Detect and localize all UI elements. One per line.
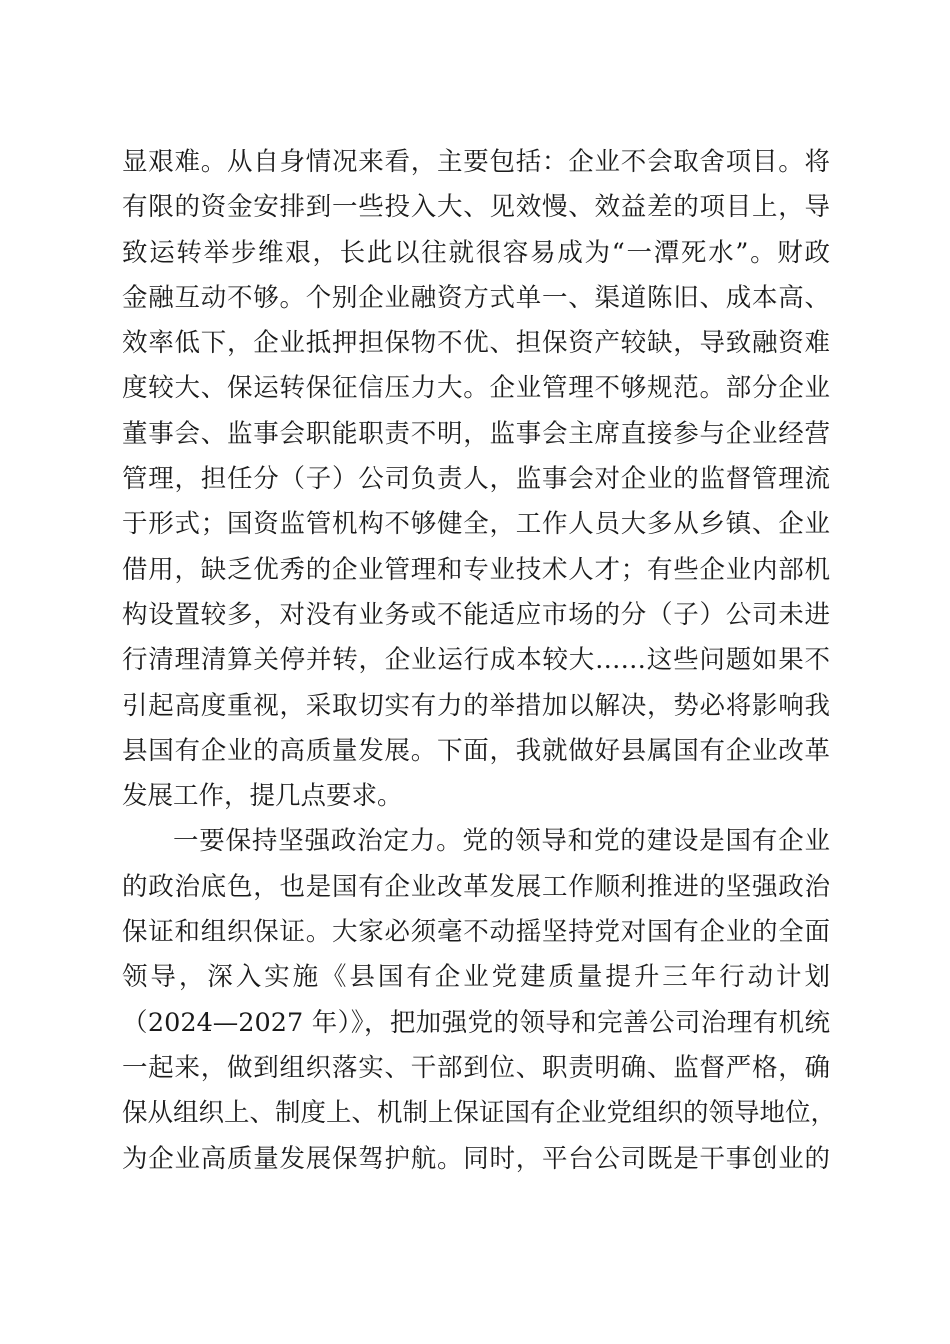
text-line: 董事会、监事会职能职责不明，监事会主席直接参与企业经营: [122, 418, 830, 449]
text-line: 有限的资金安排到一些投入大、见效慢、效益差的项目上，导: [122, 192, 830, 223]
text-line: 构设置较多，对没有业务或不能适应市场的分（子）公司未进: [122, 599, 830, 630]
text-line: 行清理清算关停并转，企业运行成本较大……这些问题如果不: [122, 645, 830, 676]
text-line: 的政治底色，也是国有企业改革发展工作顺利推进的坚强政治: [122, 871, 830, 902]
text-line: 金融互动不够。个别企业融资方式单一、渠道陈旧、成本高、: [122, 282, 830, 313]
text-line: 致运转举步维艰，长此以往就很容易成为“一潭死水”。财政: [122, 237, 830, 268]
text-line: 效率低下，企业抵押担保物不优、担保资产较缺，导致融资难: [122, 328, 830, 359]
text-line: 引起高度重视，采取切实有力的举措加以解决，势必将影响我: [122, 690, 830, 721]
text-line: 保从组织上、制度上、机制上保证国有企业党组织的领导地位，: [122, 1098, 837, 1129]
text-line: 发展工作，提几点要求。: [122, 781, 403, 812]
text-line: 管理，担任分（子）公司负责人，监事会对企业的监督管理流: [122, 464, 830, 495]
text-line: 一起来，做到组织落实、干部到位、职责明确、监督严格，确: [122, 1052, 830, 1083]
text-line: 度较大、保运转保征信压力大。企业管理不够规范。部分企业: [122, 373, 830, 404]
text-line: 领导，深入实施《县国有企业党建质量提升三年行动计划: [122, 962, 830, 993]
text-line: 县国有企业的高质量发展。下面，我就做好县属国有企业改革: [122, 735, 830, 766]
text-line: 保证和组织保证。大家必须毫不动摇坚持党对国有企业的全面: [122, 917, 830, 948]
text-line: 于形式；国资监管机构不够健全，工作人员大多从乡镇、企业: [122, 509, 830, 540]
text-line: 为企业高质量发展保驾护航。同时，平台公司既是干事创业的: [122, 1143, 830, 1174]
body-text: [122, 140, 837, 1182]
text-line: 借用，缺乏优秀的企业管理和专业技术人才；有些企业内部机: [122, 554, 830, 585]
text-line: 显艰难。从自身情况来看，主要包括：企业不会取舍项目。将: [122, 147, 830, 177]
paragraph-start-line: 一要保持坚强政治定力。党的领导和党的建设是国有企业: [173, 826, 830, 857]
text-line: （2024—2027 年）》，把加强党的领导和完善公司治理有机统: [122, 1007, 830, 1038]
